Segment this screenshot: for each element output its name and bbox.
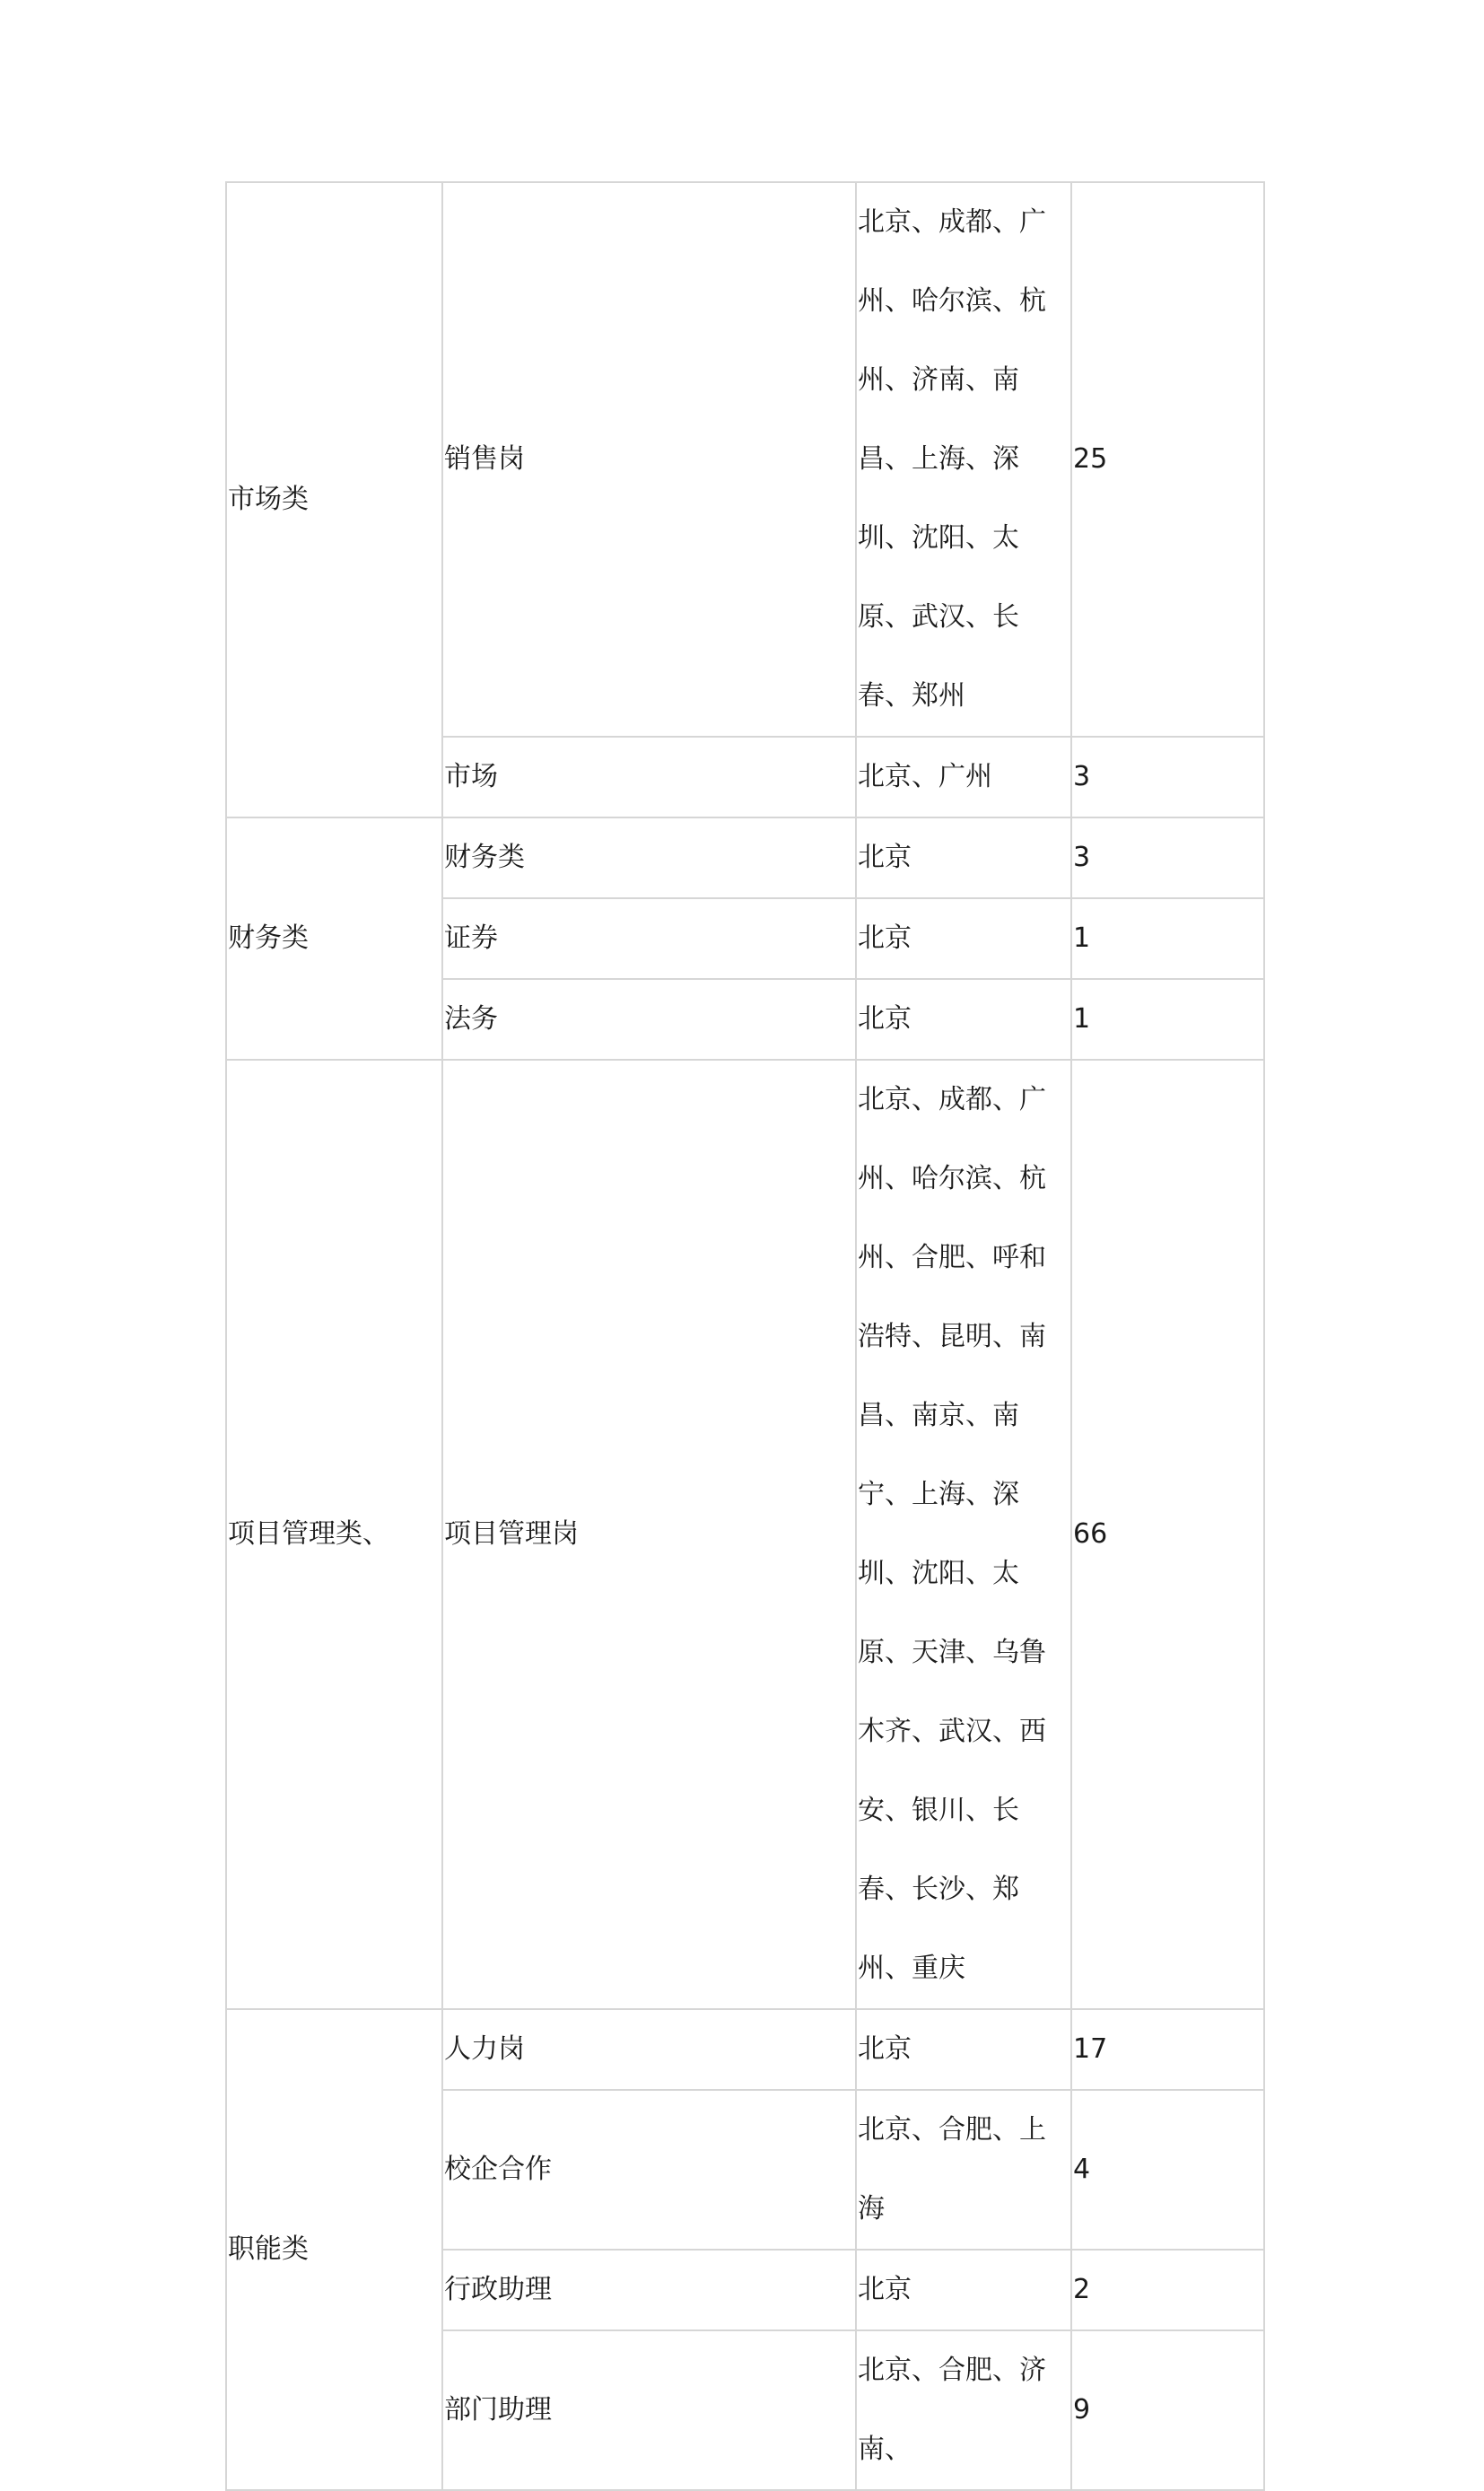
table-row: [226, 2009, 1264, 2090]
category-cell: 市场类: [226, 182, 442, 817]
city-cell: 北京: [856, 2009, 1071, 2090]
count-cell: 2: [1071, 2250, 1264, 2330]
count-cell: 3: [1071, 817, 1264, 898]
recruitment-table: [225, 181, 1265, 2491]
count-cell: 1: [1071, 898, 1264, 979]
count-cell: 9: [1071, 2330, 1264, 2490]
position-cell: 销售岗: [442, 182, 856, 737]
position-cell: 法务: [442, 979, 856, 1060]
position-cell: 部门助理: [442, 2330, 856, 2490]
position-cell: 财务类: [442, 817, 856, 898]
category-cell: 财务类: [226, 817, 442, 1060]
count-cell: 3: [1071, 737, 1264, 817]
city-cell: 北京: [856, 979, 1071, 1060]
position-cell: 市场: [442, 737, 856, 817]
count-cell: 66: [1071, 1060, 1264, 2009]
city-cell: 北京: [856, 898, 1071, 979]
count-cell: 4: [1071, 2090, 1264, 2250]
position-cell: 行政助理: [442, 2250, 856, 2330]
position-cell: 项目管理岗: [442, 1060, 856, 2009]
table-row: [226, 817, 1264, 898]
category-cell: 职能类: [226, 2009, 442, 2490]
count-cell: 17: [1071, 2009, 1264, 2090]
city-cell: 北京、成都、广州、哈尔滨、杭州、合肥、呼和浩特、昆明、南昌、南京、南宁、上海、深圳、沈阳、太原、天津、乌鲁木齐、武汉、西安、银川、长春、长沙、郑州、重庆: [856, 1060, 1071, 2009]
city-cell: 北京、合肥、上海: [856, 2090, 1071, 2250]
city-cell: 北京: [856, 2250, 1071, 2330]
count-cell: 1: [1071, 979, 1264, 1060]
category-cell: 项目管理类、: [226, 1060, 442, 2009]
table-row: [226, 1060, 1264, 2009]
position-cell: 校企合作: [442, 2090, 856, 2250]
position-cell: 人力岗: [442, 2009, 856, 2090]
city-cell: 北京: [856, 817, 1071, 898]
position-cell: 证券: [442, 898, 856, 979]
city-cell: 北京、合肥、济南、: [856, 2330, 1071, 2490]
table-row: [226, 182, 1264, 737]
count-cell: 25: [1071, 182, 1264, 737]
city-cell: 北京、成都、广州、哈尔滨、杭州、济南、南昌、上海、深圳、沈阳、太原、武汉、长春、郑州: [856, 182, 1071, 737]
city-cell: 北京、广州: [856, 737, 1071, 817]
